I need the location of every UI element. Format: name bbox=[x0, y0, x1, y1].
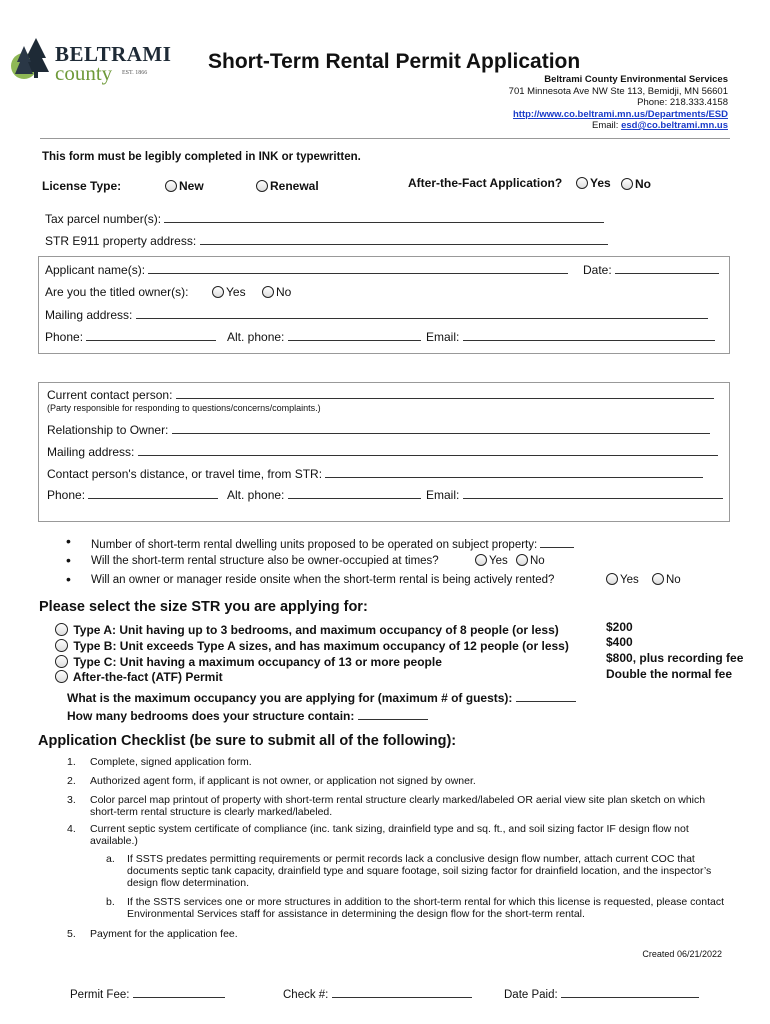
units-question[interactable]: Number of short-term rental dwelling units proposed to be operated on subject property: bbox=[91, 536, 574, 551]
applicant-email-field[interactable]: Email: bbox=[426, 329, 715, 344]
bullet-dot: • bbox=[66, 552, 71, 568]
onsite-yes-option[interactable]: Yes bbox=[606, 573, 639, 586]
checklist-item-1: Complete, signed application form. bbox=[90, 756, 252, 768]
contact-person-field[interactable]: Current contact person: bbox=[47, 387, 714, 402]
max-occupancy-field[interactable]: What is the maximum occupancy you are applying for (maximum # of guests): bbox=[67, 690, 576, 705]
radio-icon[interactable] bbox=[55, 623, 68, 636]
office-phone: Phone: 218.333.4158 bbox=[637, 97, 728, 108]
atf-label: After-the-Fact Application? bbox=[408, 176, 563, 190]
radio-icon[interactable] bbox=[475, 554, 487, 566]
fee-type-c: $800, plus recording fee bbox=[606, 651, 744, 665]
office-address: 701 Minnesota Ave NW Ste 113, Bemidji, MN 56601 bbox=[508, 85, 728, 97]
email-label: Email: bbox=[592, 120, 619, 131]
radio-icon[interactable] bbox=[262, 286, 274, 298]
permit-fee-field[interactable]: Permit Fee: bbox=[70, 986, 225, 1001]
page-title: Short-Term Rental Permit Application bbox=[208, 50, 581, 73]
department-name: Beltrami County Environmental Services bbox=[544, 74, 728, 85]
applicant-mailing-field[interactable]: Mailing address: bbox=[45, 307, 708, 322]
radio-icon[interactable] bbox=[212, 286, 224, 298]
checklist-sub-b: If the SSTS services one or more structures in addition to the short-term rental for which this license is requested, please contact Environmental Services staff for assistance in determining the design flow for the short-term rental. bbox=[127, 896, 725, 920]
check-number-field[interactable]: Check #: bbox=[283, 986, 472, 1001]
checklist-item-5: Payment for the application fee. bbox=[90, 928, 238, 940]
owner-occupied-no-option[interactable]: No bbox=[516, 554, 545, 567]
radio-icon[interactable] bbox=[516, 554, 528, 566]
radio-icon[interactable] bbox=[652, 573, 664, 585]
checklist-num-4: 4. bbox=[67, 823, 76, 835]
owner-occupied-question: Will the short-term rental structure also be owner-occupied at times? bbox=[91, 555, 439, 567]
license-renewal-option[interactable]: Renewal bbox=[256, 179, 319, 193]
onsite-question: Will an owner or manager reside onsite when the short-term rental is being actively rented? bbox=[91, 574, 555, 586]
logo-county: county bbox=[55, 61, 113, 85]
radio-icon[interactable] bbox=[606, 573, 618, 585]
radio-icon[interactable] bbox=[55, 670, 68, 683]
checklist-sub-a-num: a. bbox=[106, 853, 115, 865]
checklist-num-1: 1. bbox=[67, 756, 76, 768]
checklist-item-2: Authorized agent form, if applicant is not owner, or application not signed by owner. bbox=[90, 775, 476, 787]
owner-question: Are you the titled owner(s): bbox=[45, 285, 189, 299]
atf-no-option[interactable]: No bbox=[621, 177, 651, 191]
radio-icon[interactable] bbox=[55, 639, 68, 652]
contact-phone-field[interactable]: Phone: bbox=[47, 487, 218, 502]
bullet-dot: • bbox=[66, 571, 71, 587]
radio-icon[interactable] bbox=[576, 177, 588, 189]
radio-icon[interactable] bbox=[55, 655, 68, 668]
applicant-alt-phone-field[interactable]: Alt. phone: bbox=[227, 329, 421, 344]
applicant-phone-field[interactable]: Phone: bbox=[45, 329, 216, 344]
applicant-name-field[interactable]: Applicant name(s): bbox=[45, 262, 568, 277]
created-date: Created 06/21/2022 bbox=[642, 949, 722, 959]
license-type-label: License Type: bbox=[42, 179, 122, 193]
type-a-option[interactable]: Type A: Unit having up to 3 bedrooms, and maximum occupancy of 8 people (or less) bbox=[55, 623, 559, 637]
atf-permit-option[interactable]: After-the-fact (ATF) Permit bbox=[55, 670, 223, 684]
checklist-num-5: 5. bbox=[67, 928, 76, 940]
radio-icon[interactable] bbox=[256, 180, 268, 192]
owner-occupied-yes-option[interactable]: Yes bbox=[475, 554, 508, 567]
contact-mailing-field[interactable]: Mailing address: bbox=[47, 444, 718, 459]
relationship-field[interactable]: Relationship to Owner: bbox=[47, 422, 710, 437]
distance-field[interactable]: Contact person's distance, or travel time, from STR: bbox=[47, 466, 703, 481]
type-c-option[interactable]: Type C: Unit having a maximum occupancy of 13 or more people bbox=[55, 655, 442, 669]
license-new-option[interactable]: New bbox=[165, 179, 204, 193]
owner-yes-option[interactable]: Yes bbox=[212, 285, 246, 299]
logo-name: BELTRAMI bbox=[55, 42, 172, 66]
date-field[interactable]: Date: bbox=[583, 262, 719, 277]
radio-icon[interactable] bbox=[165, 180, 177, 192]
contact-note: (Party responsible for responding to questions/concerns/complaints.) bbox=[47, 403, 321, 413]
checklist-heading: Application Checklist (be sure to submit all of the following): bbox=[38, 733, 457, 749]
onsite-no-option[interactable]: No bbox=[652, 573, 681, 586]
atf-yes-option[interactable]: Yes bbox=[576, 176, 611, 190]
logo-established: EST. 1866 bbox=[122, 70, 148, 76]
size-heading: Please select the size STR you are applying for: bbox=[39, 599, 368, 615]
checklist-num-3: 3. bbox=[67, 794, 76, 806]
e911-address-field[interactable]: STR E911 property address: bbox=[45, 233, 608, 248]
fee-atf: Double the normal fee bbox=[606, 667, 733, 681]
fee-type-a: $200 bbox=[606, 620, 633, 634]
checklist-sub-b-num: b. bbox=[106, 896, 115, 908]
bedrooms-field[interactable]: How many bedrooms does your structure contain: bbox=[67, 708, 428, 723]
bullet-dot: • bbox=[66, 533, 71, 549]
checklist-num-2: 2. bbox=[67, 775, 76, 787]
checklist-item-3: Color parcel map printout of property with short-term rental structure clearly marked/labeled OR aerial view site plan sketch on which short-term rental structure is clearly marked/labeled. bbox=[90, 794, 706, 818]
contact-alt-phone-field[interactable]: Alt. phone: bbox=[227, 487, 421, 502]
owner-no-option[interactable]: No bbox=[262, 285, 291, 299]
tree-logo-icon bbox=[10, 36, 52, 82]
contact-email-field[interactable]: Email: bbox=[426, 487, 723, 502]
email-link[interactable]: esd@co.beltrami.mn.us bbox=[621, 120, 728, 131]
radio-icon[interactable] bbox=[621, 178, 633, 190]
website-link[interactable]: http://www.co.beltrami.mn.us/Departments/ESD bbox=[512, 108, 728, 120]
header-divider bbox=[40, 138, 730, 139]
checklist-sub-a: If SSTS predates permitting requirements or permit records lack a conclusive design flow number, attach current COC that documents septic tank capacity, drainfield type and square footage, soil sizing factor for drainfield location, and the inspector’s design flow determination. bbox=[127, 853, 712, 889]
fee-type-b: $400 bbox=[606, 635, 633, 649]
date-paid-field[interactable]: Date Paid: bbox=[504, 986, 699, 1001]
tax-parcel-field[interactable]: Tax parcel number(s): bbox=[45, 211, 604, 226]
intro-note: This form must be legibly completed in INK or typewritten. bbox=[42, 151, 361, 163]
checklist-item-4: Current septic system certificate of compliance (inc. tank sizing, drainfield type and sq. ft., and soil sizing factor IF design flow not available.) bbox=[90, 823, 689, 847]
office-contact bbox=[509, 74, 728, 132]
type-b-option[interactable]: Type B: Unit exceeds Type A sizes, and has maximum occupancy of 12 people (or less) bbox=[55, 639, 569, 653]
